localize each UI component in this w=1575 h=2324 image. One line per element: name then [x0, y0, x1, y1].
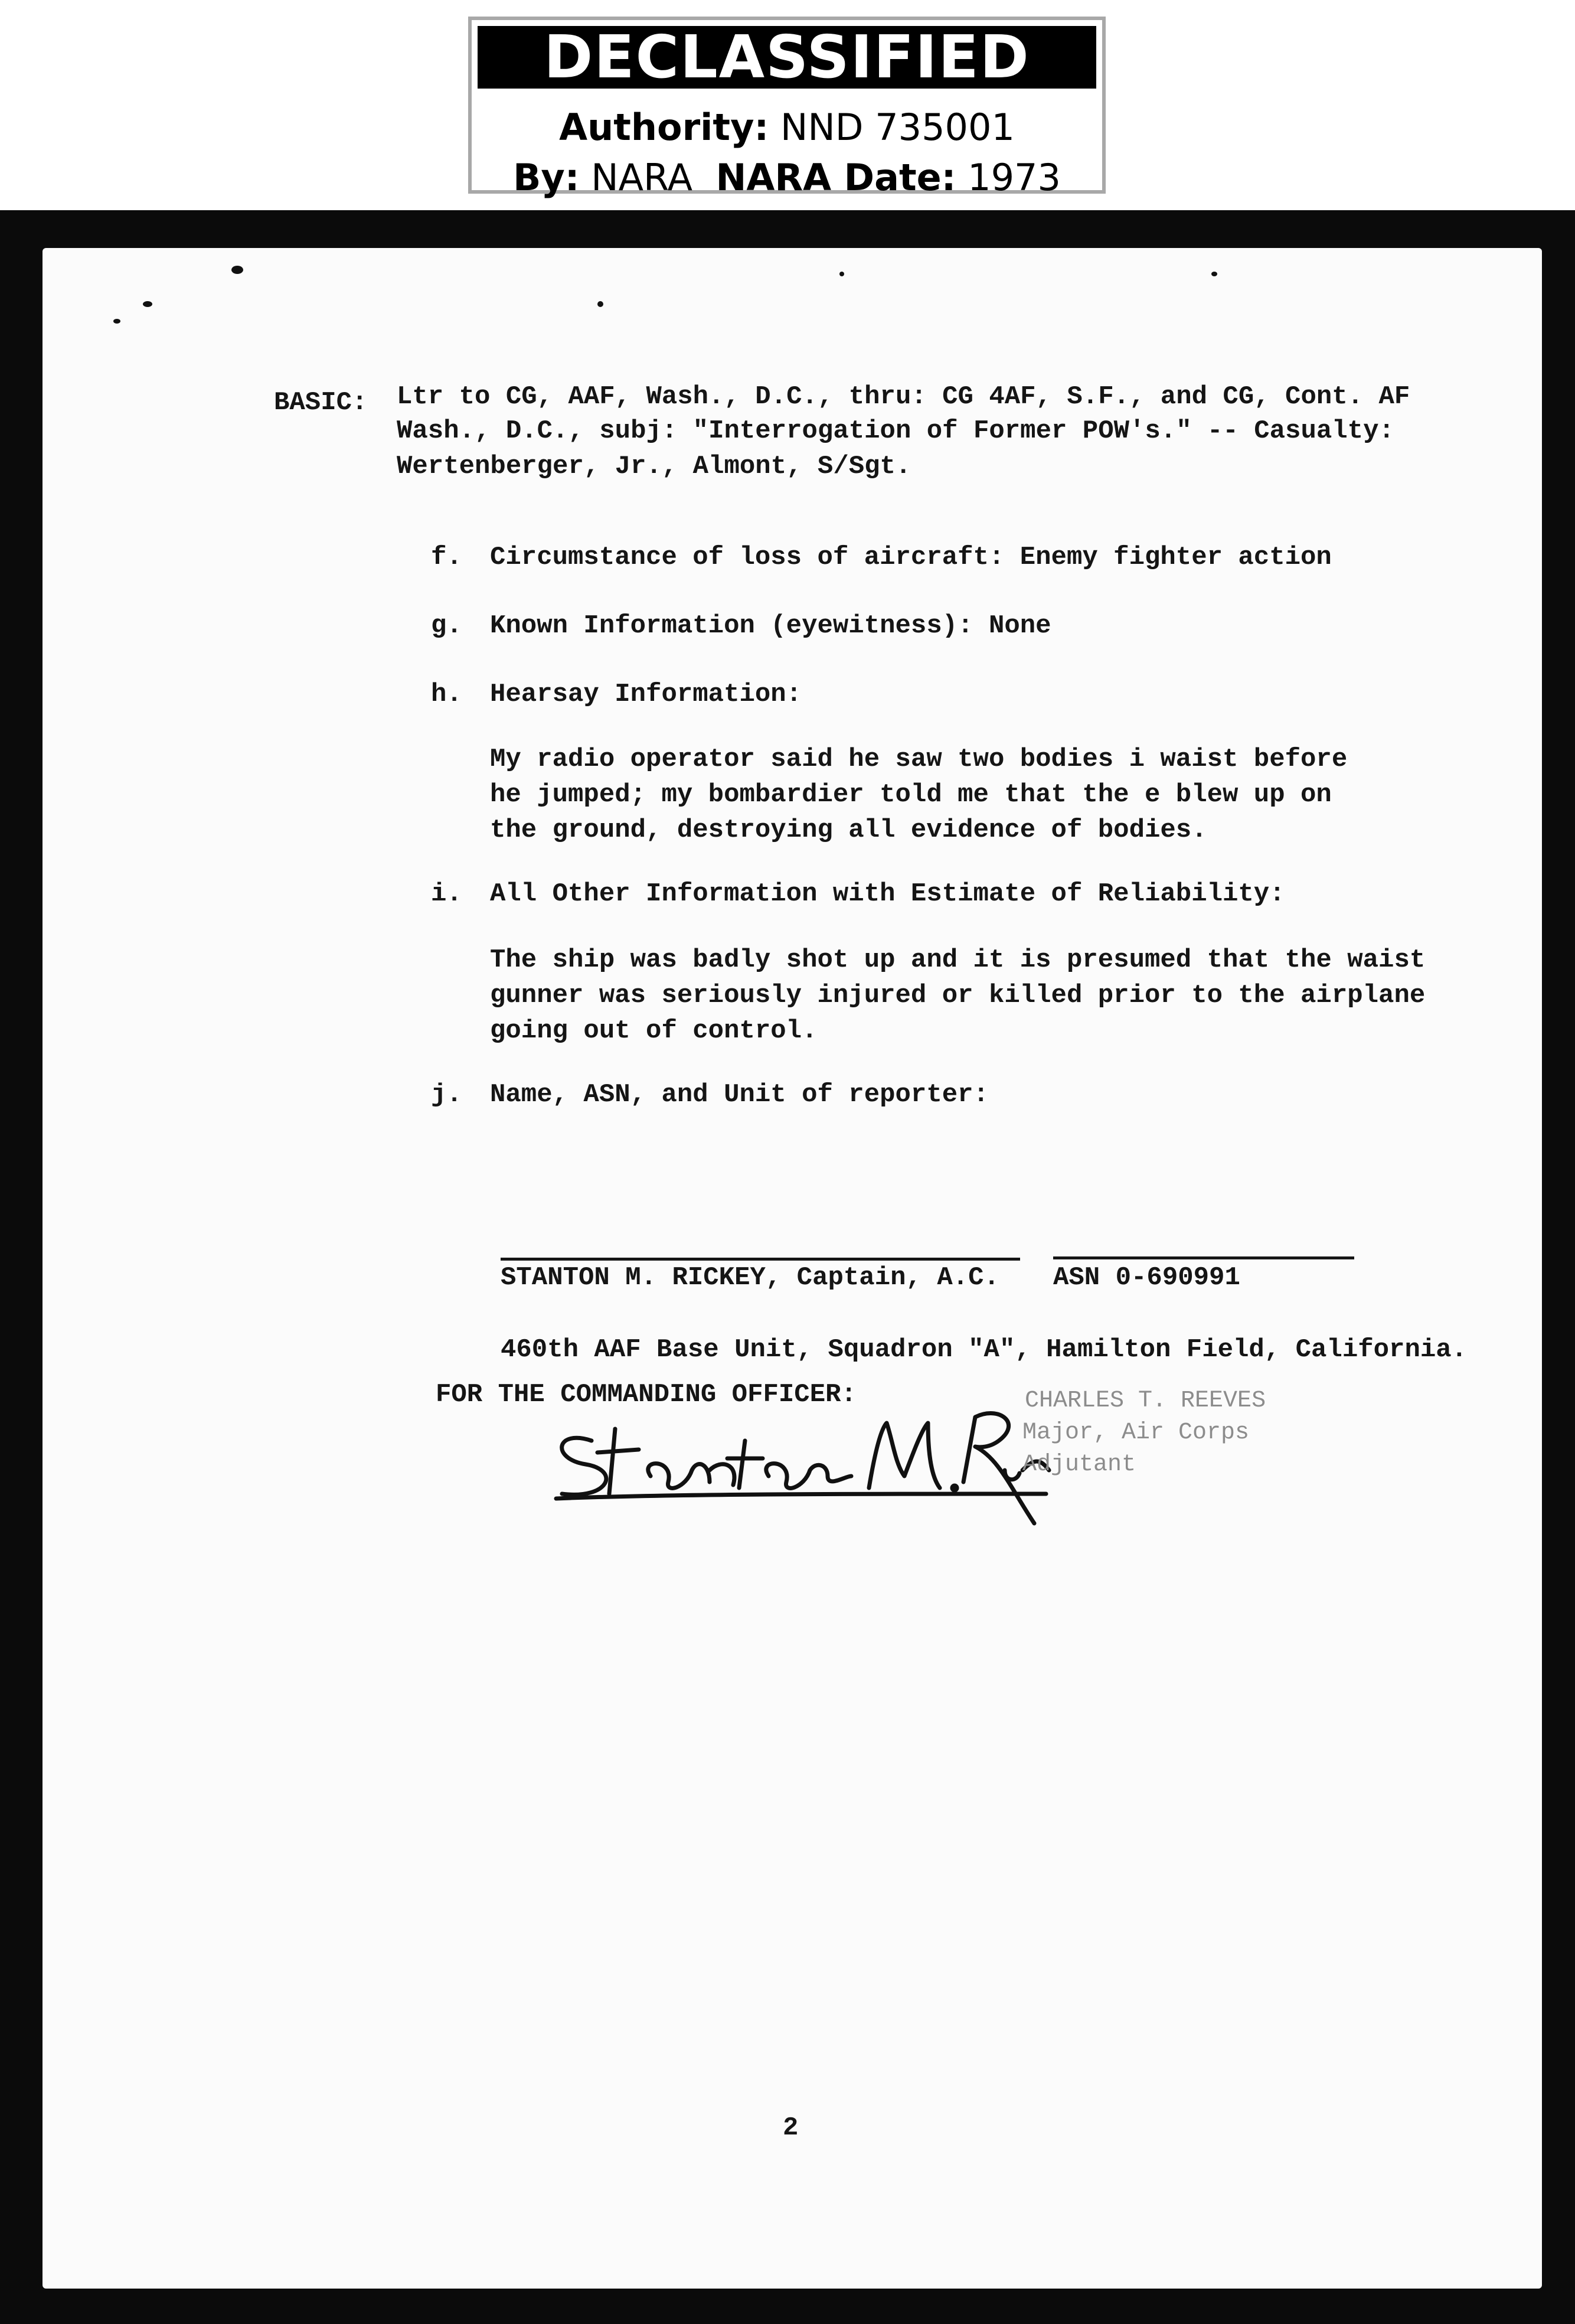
item-h-letter: h.: [431, 680, 462, 709]
item-j: [431, 1077, 989, 1112]
item-f: [431, 540, 1332, 575]
item-g-letter: g.: [431, 611, 462, 641]
item-f-letter: f.: [431, 543, 462, 572]
basic-line-3: Wertenberger, Jr., Almont, S/Sgt.: [397, 452, 911, 481]
item-i: [431, 876, 1285, 912]
scan-speck: [143, 301, 152, 307]
authority-label: Authority:: [559, 106, 769, 149]
item-i-body-3: going out of control.: [490, 1016, 818, 1046]
typed-signature-name: STANTON M. RICKEY, Captain, A.C.: [501, 1263, 999, 1292]
item-i-body-1: The ship was badly shot up and it is presumed that the waist: [490, 945, 1426, 975]
adjutant-stamp-title: Adjutant: [1022, 1451, 1136, 1478]
authority-value: NND 735001: [780, 106, 1015, 149]
item-j-text: Name, ASN, and Unit of reporter:: [490, 1080, 989, 1109]
basic-line-1: Ltr to CG, AAF, Wash., D.C., thru: CG 4AF, S.F., and CG, Cont. AF: [397, 382, 1410, 412]
signature-underline: [501, 1258, 1020, 1261]
scan-frame: [0, 210, 1575, 2324]
declassification-banner: [468, 17, 1106, 199]
scan-speck: [113, 319, 120, 324]
item-i-body-2: gunner was seriously injured or killed prior to the airplane: [490, 981, 1426, 1010]
authority-line: [472, 106, 1102, 149]
page-number: 2: [783, 2113, 799, 2143]
for-commanding-officer: FOR THE COMMANDING OFFICER:: [436, 1380, 857, 1409]
by-label: By:: [513, 156, 580, 199]
by-value: NARA: [591, 156, 693, 199]
asn-underline: [1053, 1256, 1354, 1259]
date-value: 1973: [968, 156, 1061, 199]
reporter-unit: 460th AAF Base Unit, Squadron "A", Hamilton Field, California.: [501, 1335, 1468, 1365]
basic-line-2: Wash., D.C., subj: "Interrogation of Former POW's." -- Casualty:: [397, 416, 1394, 446]
basic-label: BASIC:: [274, 388, 368, 417]
document-page: [43, 248, 1542, 2289]
item-h: [431, 677, 802, 712]
item-i-letter: i.: [431, 879, 462, 909]
item-h-body-1: My radio operator said he saw two bodies i waist before: [490, 745, 1348, 774]
adjutant-stamp-rank: Major, Air Corps: [1022, 1419, 1250, 1446]
item-h-text: Hearsay Information:: [490, 680, 802, 709]
item-h-body-3: the ground, destroying all evidence of bodies.: [490, 815, 1207, 845]
item-g: [431, 608, 1051, 644]
item-i-text: All Other Information with Estimate of Reliability:: [490, 879, 1285, 909]
scan-speck: [1211, 272, 1217, 276]
scan-speck: [231, 266, 243, 274]
item-j-letter: j.: [431, 1080, 462, 1109]
scan-speck: [839, 272, 844, 276]
item-f-text: Circumstance of loss of aircraft: Enemy fighter action: [490, 543, 1332, 572]
handwritten-signature: [550, 1405, 1058, 1535]
declassified-by-line: [472, 156, 1102, 199]
item-h-body-2: he jumped; my bombardier told me that the e blew up on: [490, 780, 1332, 810]
scan-speck: [597, 301, 603, 307]
asn-number: ASN 0-690991: [1053, 1263, 1240, 1292]
date-label: NARA Date:: [715, 156, 956, 199]
declassified-title: DECLASSIFIED: [478, 26, 1096, 89]
item-g-text: Known Information (eyewitness): None: [490, 611, 1051, 641]
adjutant-stamp-name: CHARLES T. REEVES: [1025, 1388, 1266, 1414]
